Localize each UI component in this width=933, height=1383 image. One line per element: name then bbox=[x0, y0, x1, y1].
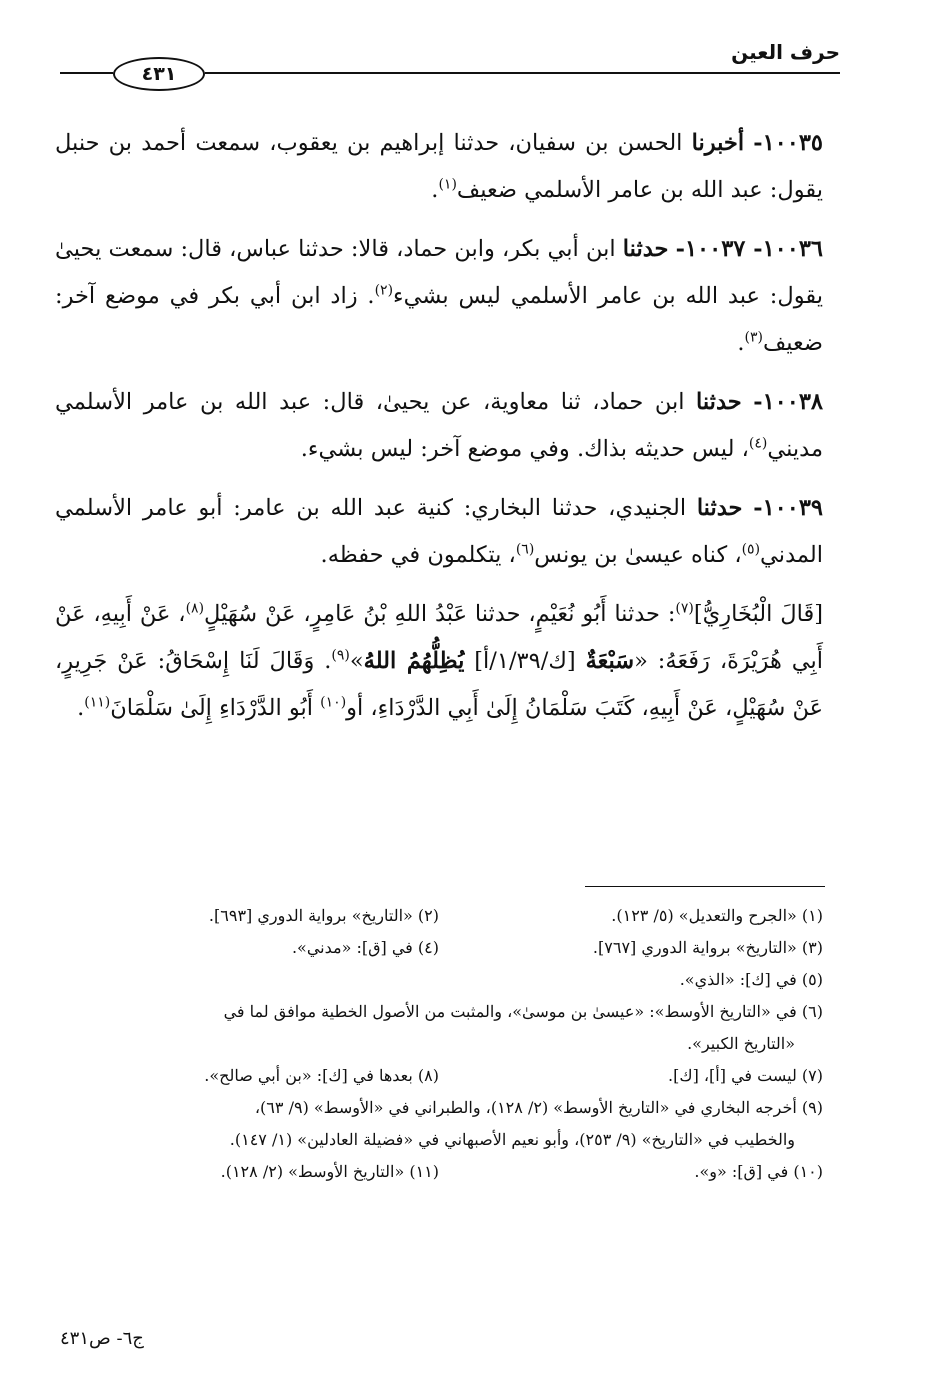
header-rule bbox=[205, 72, 840, 74]
entry-10035 bbox=[55, 120, 823, 214]
footnote-1: (١) «الجرح والتعديل» (٥/ ١٢٣). bbox=[611, 906, 823, 925]
entry-number: ١٠٠٣٦- ١٠٠٣٧- bbox=[675, 236, 824, 262]
entry-keyword: حدثنا bbox=[696, 389, 742, 415]
volume-page-reference: ج٦- ص٤٣١ bbox=[60, 1328, 144, 1349]
footnote-4: (٤) في [ق]: «مدني». bbox=[291, 938, 439, 957]
entry-10038 bbox=[55, 379, 823, 473]
footnote-ref: (٢) bbox=[374, 282, 394, 299]
footnote-row bbox=[55, 1060, 823, 1092]
entry-10039 bbox=[55, 485, 823, 579]
footnote-6: (٦) في «التاريخ الأوسط»: «عيسىٰ بن موسىٰ»، والمثبت من الأصول الخطية موافق لما في bbox=[223, 1002, 823, 1021]
bukhari-text: : حدثنا أَبُو نُعَيْمٍ، حدثنا عَبْدُ اللهِ بْنُ عَامِرٍ، عَنْ سُهَيْلٍ bbox=[204, 601, 676, 627]
entry-end: . bbox=[737, 330, 745, 356]
footnote-ref: (٤) bbox=[748, 435, 768, 452]
entry-keyword: أخبرنا bbox=[691, 130, 745, 156]
bukhari-text: . bbox=[77, 695, 85, 721]
footnote-ref: (١٠) bbox=[320, 694, 347, 711]
running-title: حرف العين bbox=[731, 40, 840, 64]
footnote-5: (٥) في [ك]: «الذي». bbox=[679, 970, 823, 989]
entry-number: ١٠٠٣٩- bbox=[753, 495, 823, 521]
page-header bbox=[55, 40, 840, 110]
footnote-ref: (٥) bbox=[741, 541, 761, 558]
bukhari-paragraph bbox=[55, 591, 823, 732]
footnote-9: (٩) أخرجه البخاري في «التاريخ الأوسط» (٢/ ١٢٨)، والطبراني في «الأوسط» (٩/ ٦٣)، bbox=[254, 1098, 823, 1117]
main-text bbox=[55, 120, 823, 744]
entry-number: ١٠٠٣٥- bbox=[753, 130, 824, 156]
entry-text: ابن حماد، ثنا معاوية، عن يحيىٰ، قال: عبد الله بن عامر الأسلمي مديني bbox=[55, 389, 823, 462]
entry-text: الحسن بن سفيان، حدثنا إبراهيم بن يعقوب، سمعت أحمد بن حنبل يقول: عبد الله بن عامر الأسلمي ضعيف bbox=[55, 130, 823, 203]
footnote-8: (٨) بعدها في [ك]: «بن أبي صالح». bbox=[204, 1066, 439, 1085]
entry-keyword: حدثنا bbox=[696, 495, 743, 521]
bukhari-text: » bbox=[349, 648, 364, 674]
footnote-ref: (١١) bbox=[84, 694, 111, 711]
entry-text-2: ، ليس حديثه بذاك. وفي موضع آخر: ليس بشيء. bbox=[300, 436, 749, 462]
entry-text: الجنيدي، حدثنا البخاري: كنية عبد الله بن عامر: أبو عامر الأسلمي المدني bbox=[55, 495, 823, 568]
bukhari-text: أَبُو الدَّرْدَاءِ إِلَىٰ سَلْمَانَ bbox=[110, 695, 321, 721]
entry-end: . bbox=[431, 177, 439, 203]
footnote-ref: (٣) bbox=[744, 329, 763, 346]
footnote-ref: (٨) bbox=[185, 600, 205, 617]
footnote-6-cont: «التاريخ الكبير». bbox=[687, 1034, 795, 1053]
footnote-ref: (٧) bbox=[675, 600, 694, 617]
entry-10036 bbox=[55, 226, 823, 367]
footnote-row bbox=[55, 900, 823, 932]
footnotes-separator bbox=[585, 886, 825, 887]
footnote-ref: (٩) bbox=[331, 647, 350, 664]
hadith-bold: سَبْعَةٌ bbox=[585, 648, 635, 674]
entry-text-2: . زاد ابن أبي بكر في موضع آخر: ضعيف bbox=[55, 283, 823, 356]
footnote-2: (٢) «التاريخ» برواية الدوري [٦٩٣]. bbox=[208, 906, 439, 925]
entry-text: ابن أبي بكر، وابن حماد، قالا: حدثنا عباس، قال: سمعت يحيىٰ يقول: عبد الله بن عامر الأسلمي ليس بشيء bbox=[55, 236, 823, 309]
footnote-ref: (١) bbox=[438, 176, 457, 193]
manuscript-ref: [ك/١/٣٩/أ] bbox=[464, 648, 586, 674]
bukhari-text: [قَالَ الْبُخَارِيُّ] bbox=[693, 601, 824, 627]
entry-end: ، يتكلمون في حفظه. bbox=[320, 542, 516, 568]
footnote-10: (١٠) في [ق]: «و». bbox=[694, 1162, 823, 1181]
page-number: ٤٣١ bbox=[113, 57, 205, 91]
footnote-row bbox=[55, 1156, 823, 1188]
entry-number: ١٠٠٣٨- bbox=[753, 389, 824, 415]
footnotes bbox=[55, 900, 823, 1188]
footnote-9-cont: والخطيب في «التاريخ» (٩/ ٢٥٣)، وأبو نعيم الأصبهاني في «فضيلة العادلين» (١/ ١٤٧). bbox=[229, 1130, 795, 1149]
entry-text-2: ، كناه عيسىٰ بن يونس bbox=[534, 542, 742, 568]
header-left-rule bbox=[60, 72, 113, 74]
footnote-ref: (٦) bbox=[515, 541, 535, 558]
footnote-11: (١١) «التاريخ الأوسط» (٢/ ١٢٨). bbox=[220, 1162, 439, 1181]
hadith-bold: يُظِلُّهُمُ اللهُ bbox=[363, 648, 465, 674]
footnote-7: (٧) ليست في [أ]، [ك]. bbox=[668, 1066, 823, 1085]
entry-keyword: حدثنا bbox=[622, 236, 669, 262]
footnote-row bbox=[55, 932, 823, 964]
bukhari-text: ، عَنْ أَبِيهِ، عَنْ أَبِي هُرَيْرَةَ، رَفَعَهُ: « bbox=[55, 601, 824, 674]
footnote-3: (٣) «التاريخ» برواية الدوري [٧٦٧]. bbox=[592, 938, 823, 957]
bukhari-text: . وَقَالَ لَنَا إِسْحَاقُ: عَنْ جَرِيرٍ، عَنْ سُهَيْلٍ، عَنْ أَبِيهِ، كَتَبَ سَلْمَانُ إِلَىٰ أَبِي الدَّرْدَاءِ، أو bbox=[55, 648, 823, 721]
